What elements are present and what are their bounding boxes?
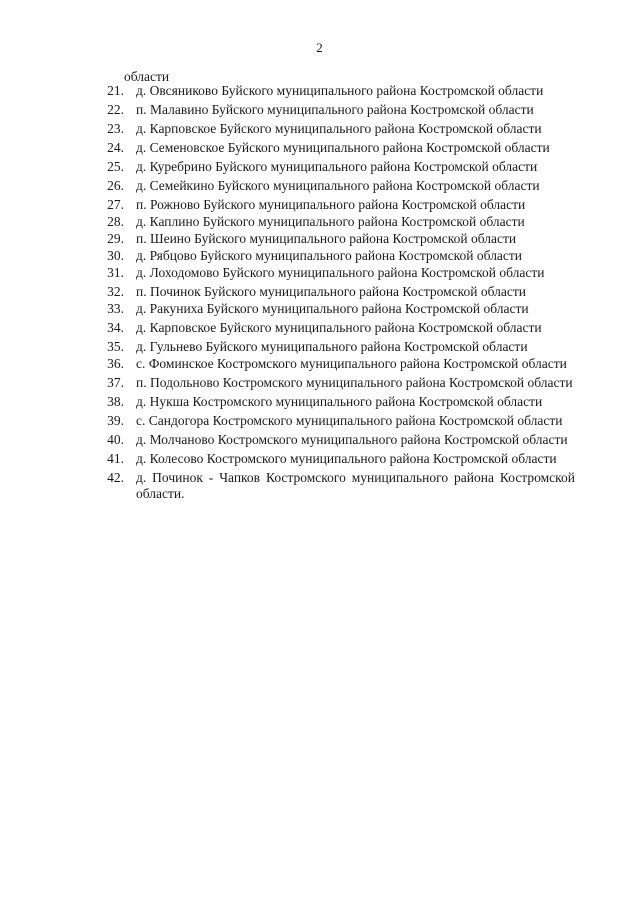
item-number: 30.: [107, 248, 124, 263]
item-number: 35.: [107, 339, 124, 354]
list-item: [80, 451, 575, 467]
item-text: д. Лоходомово Буйского муниципального района Костромской области: [136, 265, 545, 280]
item-number: 29.: [107, 231, 124, 246]
item-number: 33.: [107, 301, 124, 316]
list-item: [80, 432, 575, 448]
list-item: [80, 284, 575, 300]
item-text: д. Семеновское Буйского муниципального района Костромской области: [136, 140, 550, 155]
item-text: д. Каплино Буйского муниципального района Костромской области: [136, 214, 525, 229]
list-item: [80, 265, 575, 281]
list-item: [80, 413, 575, 429]
list-item: [80, 140, 575, 156]
page-number: 2: [316, 40, 323, 55]
item-number: 31.: [107, 265, 124, 280]
item-text: п. Шеино Буйского муниципального района Костромской области: [136, 231, 517, 246]
settlement-list: [80, 83, 575, 505]
list-item: [80, 214, 575, 230]
item-text: с. Сандогора Костромского муниципального района Костромской области: [136, 413, 563, 428]
list-item: [80, 470, 575, 502]
list-item: [80, 102, 575, 118]
item-number: 24.: [107, 140, 124, 155]
item-text: п. Починок Буйского муниципального района Костромской области: [136, 284, 527, 299]
list-item: [80, 320, 575, 336]
item-number: 38.: [107, 394, 124, 409]
item-number: 36.: [107, 356, 124, 371]
item-text: д. Молчаново Костромского муниципального района Костромской области: [136, 432, 568, 447]
item-number: 34.: [107, 320, 124, 335]
item-text: д. Куребрино Буйского муниципального района Костромской области: [136, 159, 538, 174]
item-text: д. Карповское Буйского муниципального района Костромской области: [136, 320, 542, 335]
item-text: с. Фоминское Костромского муниципального района Костромской области: [136, 356, 567, 371]
item-text: д. Колесово Костромского муниципального района Костромской области: [136, 451, 557, 466]
list-item: [80, 339, 575, 355]
item-number: 41.: [107, 451, 124, 466]
list-item: [80, 159, 575, 175]
list-item: [80, 197, 575, 213]
item-number: 21.: [107, 83, 124, 98]
item-number: 28.: [107, 214, 124, 229]
item-text: д. Семейкино Буйского муниципального района Костромской области: [136, 178, 540, 193]
item-number: 25.: [107, 159, 124, 174]
item-text: д. Рябцово Буйского муниципального района Костромской области: [136, 248, 523, 263]
item-number: 39.: [107, 413, 124, 428]
list-item: [80, 248, 575, 264]
list-item: [80, 121, 575, 137]
item-number: 27.: [107, 197, 124, 212]
item-text: д. Починок - Чапков Костромского муниципального района Костромской области.: [136, 470, 575, 501]
item-text: п. Рожново Буйского муниципального района Костромской области: [136, 197, 526, 212]
list-item: [80, 394, 575, 410]
item-number: 26.: [107, 178, 124, 193]
item-number: 42.: [107, 470, 124, 485]
item-number: 22.: [107, 102, 124, 117]
list-item: [80, 178, 575, 194]
item-text: д. Нукша Костромского муниципального района Костромской области: [136, 394, 543, 409]
item-text: п. Подольново Костромского муниципального района Костромской области: [136, 375, 573, 390]
list-item: [80, 83, 575, 99]
item-number: 32.: [107, 284, 124, 299]
list-item: [80, 356, 575, 372]
list-item: [80, 301, 575, 317]
item-text: д. Гульнево Буйского муниципального района Костромской области: [136, 339, 528, 354]
item-number: 23.: [107, 121, 124, 136]
item-number: 40.: [107, 432, 124, 447]
item-text: д. Ракуниха Буйского муниципального района Костромской области: [136, 301, 529, 316]
list-item: [80, 231, 575, 247]
item-text: д. Овсяниково Буйского муниципального района Костромской области: [136, 83, 544, 98]
item-text: п. Малавино Буйского муниципального района Костромской области: [136, 102, 534, 117]
continuation-text: области: [124, 69, 170, 84]
item-text: д. Карповское Буйского муниципального района Костромской области: [136, 121, 542, 136]
list-item: [80, 375, 575, 391]
item-number: 37.: [107, 375, 124, 390]
